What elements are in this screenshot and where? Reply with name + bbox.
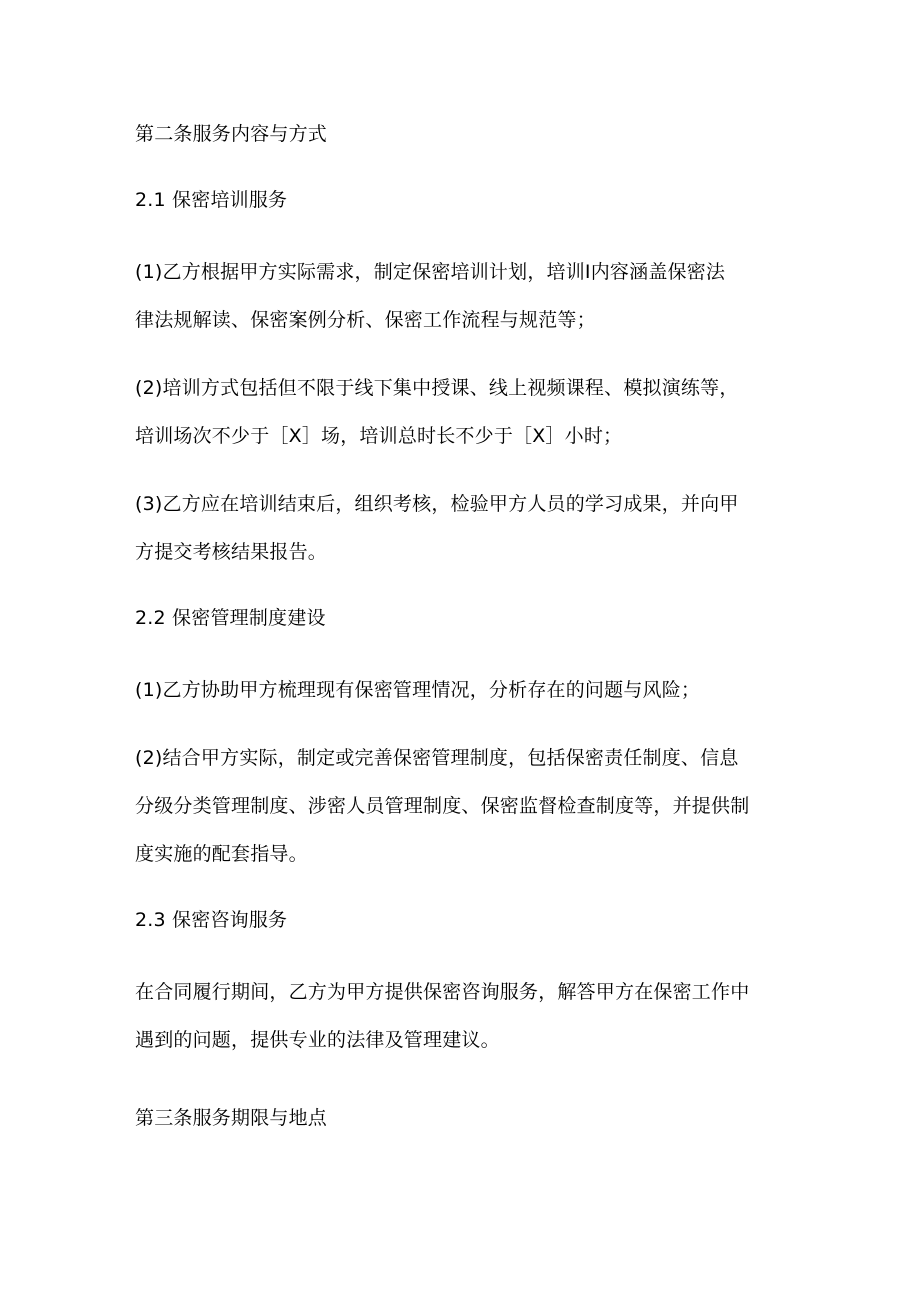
s21-item1-line2: 律法规解读、保密案例分析、保密工作流程与规范等； [135,309,596,331]
article-3-heading: 第三条服务期限与地点 [135,1107,328,1129]
section-2-1-heading: 2.1 保密培训服务 [135,189,288,211]
s21-item2-line1: (2)培训方式包括但不限于线下集中授课、线上视频课程、模拟演练等， [135,377,739,399]
s23-para-line1: 在合同履行期间，乙方为甲方提供保密咨询服务，解答甲方在保密工作中 [135,981,750,1003]
section-2-2-heading: 2.2 保密管理制度建设 [135,607,326,629]
s22-item2-line1: (2)结合甲方实际，制定或完善保密管理制度，包括保密责任制度、信息 [135,747,739,769]
s22-item2-line2: 分级分类管理制度、涉密人员管理制度、保密监督检查制度等，并提供制 [135,795,750,817]
s21-item3-line2: 方提交考核结果报告。 [135,541,328,563]
s22-item1-line1: (1)乙方协助甲方梳理现有保密管理情况，分析存在的问题与风险； [135,679,701,701]
article-2-heading: 第二条服务内容与方式 [135,123,328,145]
s22-item2-line3: 度实施的配套指导。 [135,843,308,865]
s21-item1-line1: (1)乙方根据甲方实际需求，制定保密培训计划，培训I内容涵盖保密法 [135,261,726,283]
s21-item3-line1: (3)乙方应在培训结束后，组织考核，检验甲方人员的学习成果，并向甲 [135,493,739,515]
s23-para-line2: 遇到的问题，提供专业的法律及管理建议。 [135,1029,500,1051]
section-2-3-heading: 2.3 保密咨询服务 [135,909,288,931]
s21-item2-line2: 培训场次不少于［X］场，培训总时长不少于［X］小时； [135,425,623,447]
